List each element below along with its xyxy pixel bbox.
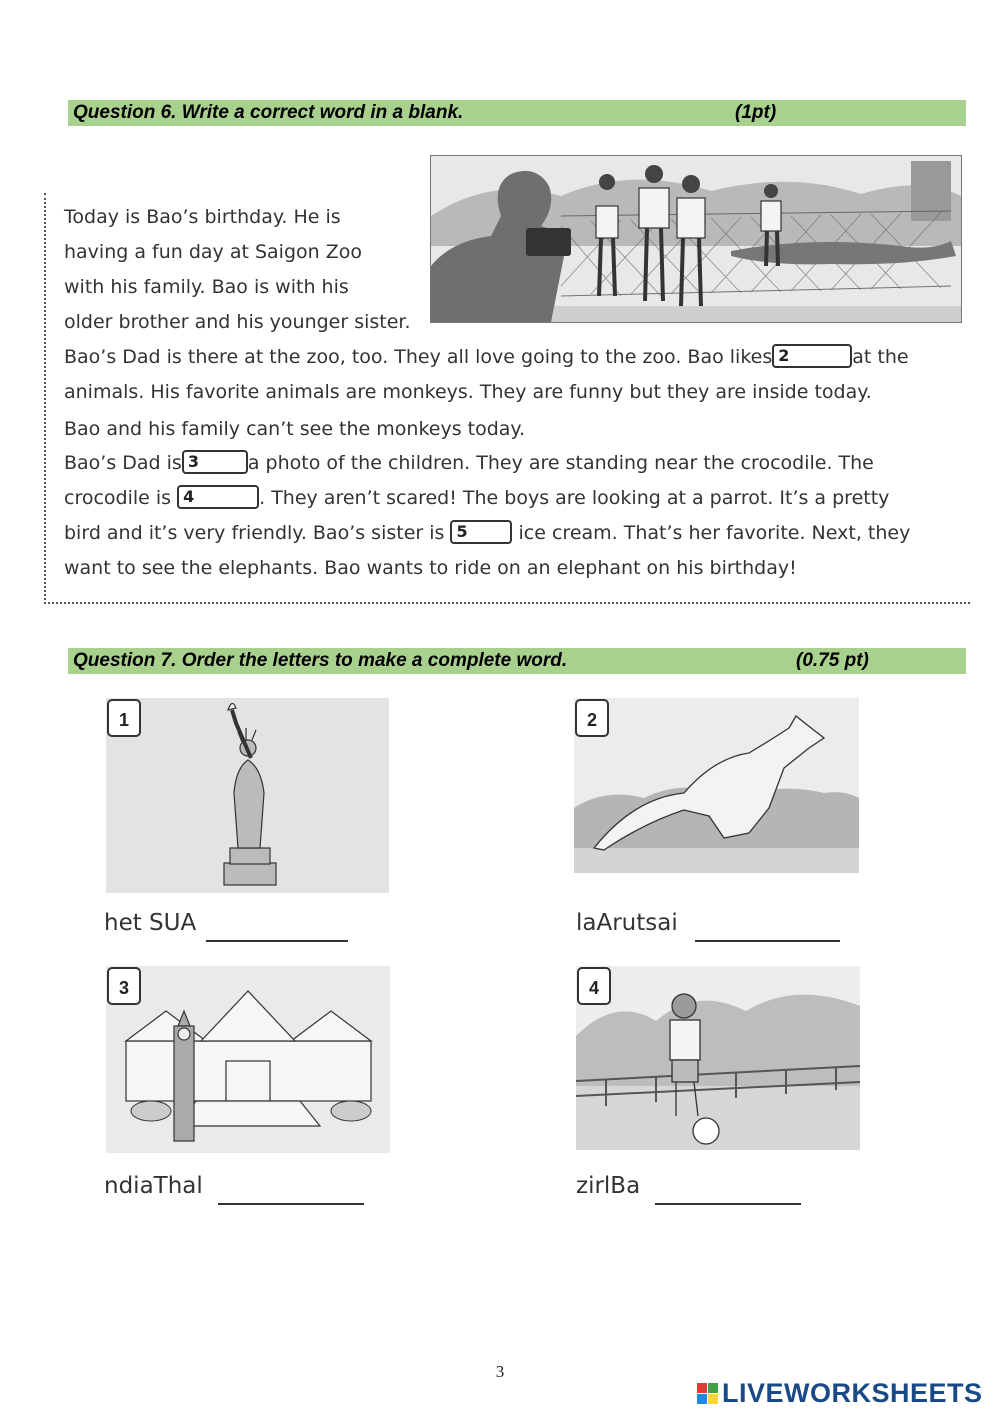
item-1-scrambled-word: het SUA [104,910,197,936]
passage-line-7: Bao and his family can’t see the monkeys today. [64,418,525,440]
item-3-number: 3 [107,967,141,1005]
kangaroo-icon [574,698,859,873]
blank-input-4[interactable]: 4 [177,485,259,509]
thai-temple-icon [106,966,390,1153]
passage-line-3: with his family. Bao is with his [64,276,349,298]
passage-line-5-end: at the [852,346,909,368]
item-2-number: 2 [575,699,609,737]
item-1-answer-line[interactable] [206,940,348,942]
passage-line-5-start: Bao’s Dad is there at the zoo, too. They all love going to the zoo. Bao likes [64,346,773,368]
item-1-number: 1 [107,699,141,737]
passage-line-8-end: a photo of the children. They are standing near the crocodile. The [247,452,874,474]
passage-line-10 [64,516,910,551]
passage-line-6: animals. His favorite animals are monkeys. They are funny but they are inside today. [64,381,872,403]
passage-line-8 [64,446,874,481]
item-2-answer-line[interactable] [695,940,840,942]
item-4-picture [576,966,860,1150]
blank-input-3[interactable]: 3 [182,450,248,474]
passage-line-9 [64,481,889,516]
item-1-picture [106,698,389,893]
item-4-number: 4 [577,967,611,1005]
question-7-points: (0.75 pt) [796,650,869,671]
passage-line-10-start: bird and it’s very friendly. Bao’s sister is [64,522,445,544]
question-6-header [68,100,966,126]
passage-line-9-start: crocodile is [64,487,172,509]
item-3-picture [106,966,390,1153]
passage-line-11: want to see the elephants. Bao wants to ride on an elephant on his birthday! [64,557,797,579]
passage-line-5 [64,340,909,375]
statue-of-liberty-icon [106,698,389,893]
question-6-title: Question 6. Write a correct word in a blank. [73,102,464,123]
item-4-scrambled-word: zirlBa [576,1173,641,1199]
item-3-scrambled-word: ndiaThal [104,1173,203,1199]
item-2-picture [574,698,859,873]
question-7-header [68,648,966,674]
passage-line-9-end: . They aren’t scared! The boys are looking at a parrot. It’s a pretty [259,487,890,509]
soccer-boy-icon [576,966,860,1150]
blank-input-5[interactable]: 5 [450,520,512,544]
liveworksheets-mark-icon [697,1383,718,1404]
blank-input-2[interactable]: 2 [772,344,852,368]
passage-line-4: older brother and his younger sister. [64,311,411,333]
liveworksheets-logo[interactable] [697,1377,983,1409]
passage-line-10-end: ice cream. That’s her favorite. Next, they [518,522,911,544]
question-7-title: Question 7. Order the letters to make a complete word. [73,650,568,671]
page-number: 3 [495,1362,505,1381]
item-2-scrambled-word: laArutsai [576,910,678,936]
question-6-points: (1pt) [735,102,777,123]
item-4-answer-line[interactable] [655,1203,801,1205]
liveworksheets-brand-text: LIVEWORKSHEETS [722,1377,983,1408]
passage-line-2: having a fun day at Saigon Zoo [64,241,362,263]
item-3-answer-line[interactable] [218,1203,364,1205]
passage-line-8-start: Bao’s Dad is [64,452,182,474]
passage-line-1: Today is Bao’s birthday. He is [64,206,341,228]
